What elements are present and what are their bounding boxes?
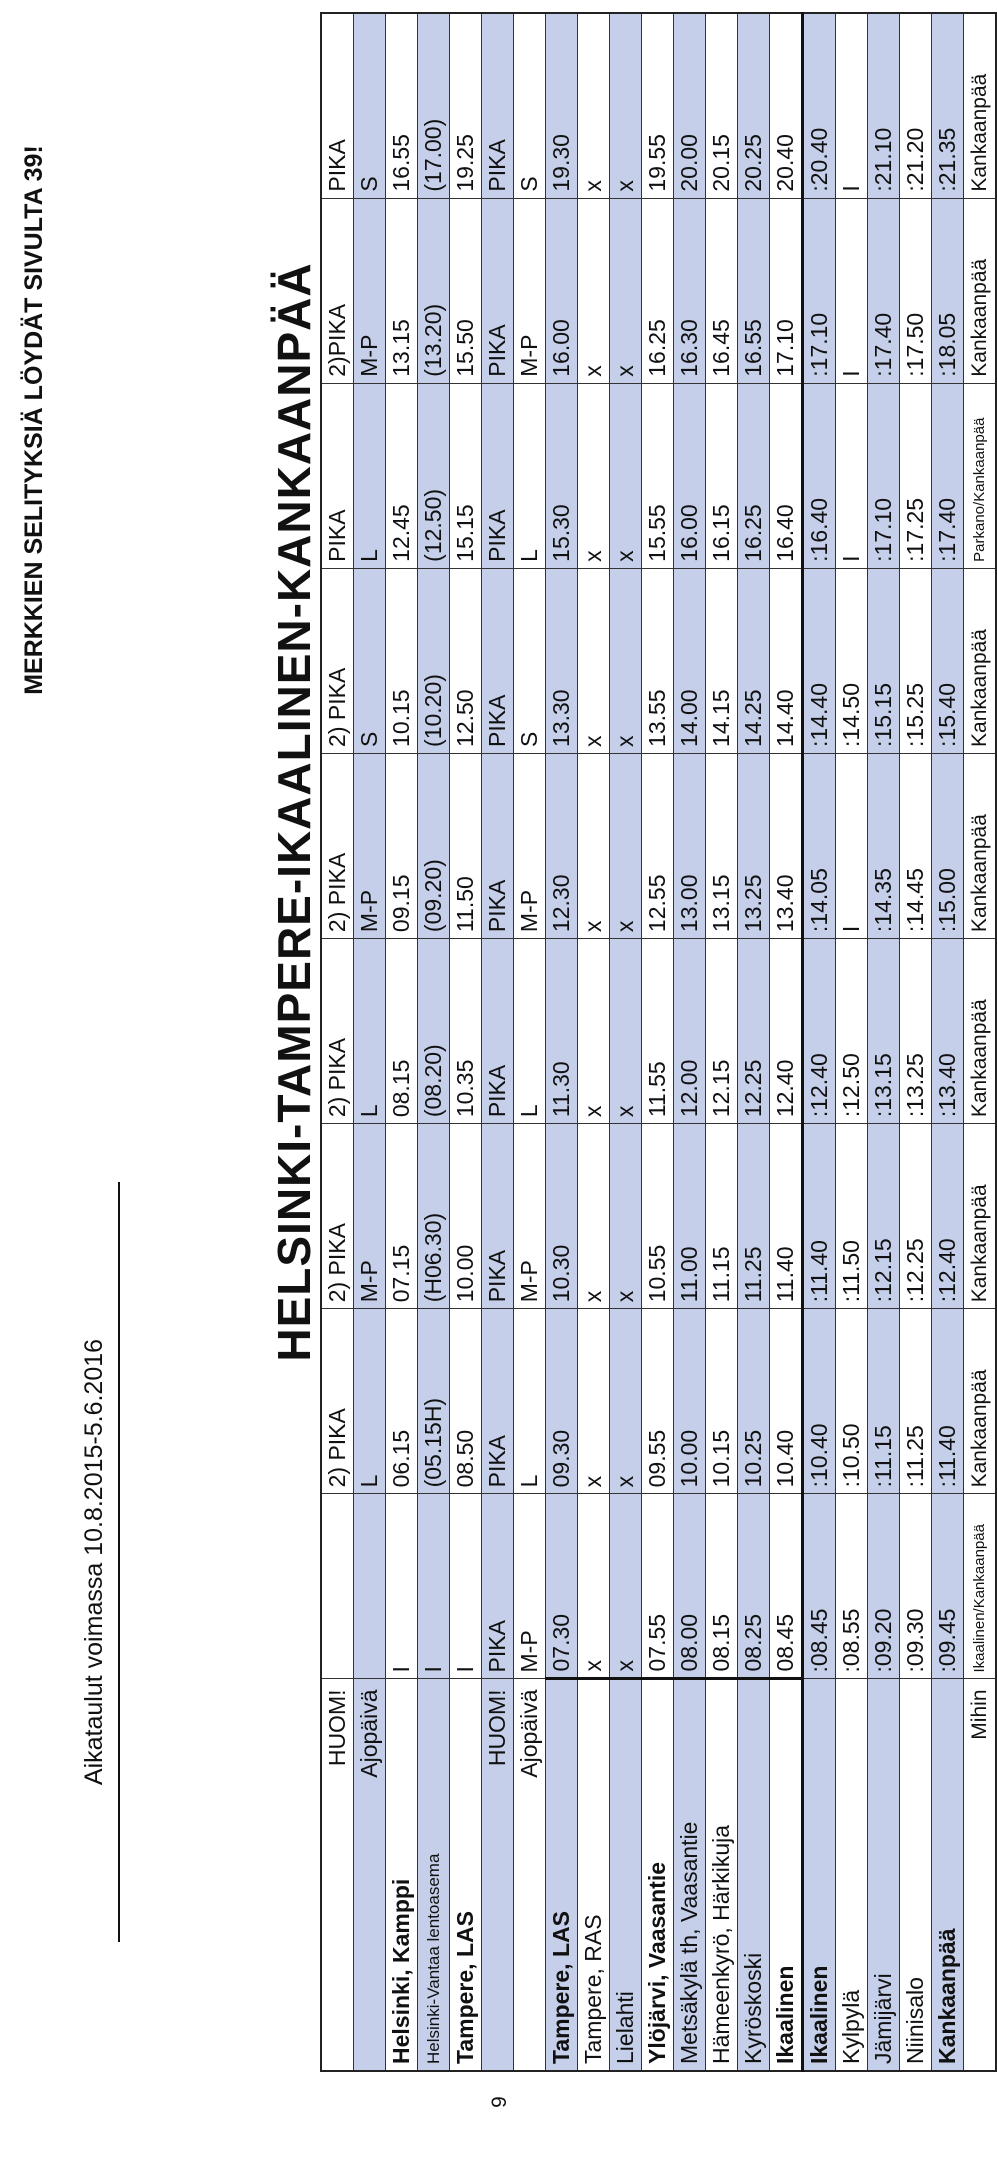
departure-cell: 2) PIKA [321, 568, 354, 753]
row-label: Mihin [964, 1679, 997, 2071]
departure-cell: 19.30 [546, 13, 578, 198]
departure-cell: 2) PIKA [321, 1124, 354, 1309]
departure-cell: S [354, 13, 386, 198]
row-mihin [964, 13, 997, 2071]
departure-cell: :17.50 [900, 198, 932, 383]
departure-cell: 07.15 [386, 1124, 418, 1309]
departure-cell: 14.00 [674, 568, 706, 753]
departure-cell: 11.30 [546, 939, 578, 1124]
row-ikaalinen-1 [770, 13, 803, 2071]
row-tampere-ras [578, 13, 610, 2071]
departure-cell: 2) PIKA [321, 753, 354, 938]
departure-cell: M-P [514, 1494, 546, 1679]
departure-cell: (05.15H) [418, 1309, 450, 1494]
departure-cell: 10.15 [386, 568, 418, 753]
page-title: HELSINKI-TAMPERE-IKAALINEN-KANKAANPÄÄ [268, 262, 320, 1362]
departure-cell: 11.55 [642, 939, 674, 1124]
departure-cell: 11.00 [674, 1124, 706, 1309]
departure-cell: 16.25 [642, 198, 674, 383]
stop-name: Helsinki-Vantaa lentoasema [418, 1679, 450, 2071]
departure-cell: 10.30 [546, 1124, 578, 1309]
stop-name: Tampere, LAS [546, 1679, 578, 2071]
departure-cell: :21.35 [932, 13, 964, 198]
departure-cell: :12.25 [900, 1124, 932, 1309]
departure-cell: 12.00 [674, 939, 706, 1124]
departure-cell: 16.45 [706, 198, 738, 383]
departure-cell [321, 1494, 354, 1679]
stop-name: Kankaanpää [932, 1679, 964, 2071]
row-niinisalo [900, 13, 932, 2071]
departure-cell: :08.55 [836, 1494, 868, 1679]
row-huom-2 [482, 13, 514, 2071]
departure-cell: :09.20 [868, 1494, 900, 1679]
departure-cell: 14.15 [706, 568, 738, 753]
departure-cell: L [514, 1309, 546, 1494]
departure-cell: :11.15 [868, 1309, 900, 1494]
departure-cell: :16.40 [803, 383, 836, 568]
departure-cell: 16.55 [386, 13, 418, 198]
timetable [320, 12, 997, 2072]
row-label: HUOM! [482, 1679, 514, 2071]
departure-cell: x [578, 1124, 610, 1309]
departure-cell: :10.50 [836, 1309, 868, 1494]
departure-cell: PIKA [321, 13, 354, 198]
departure-cell: x [578, 939, 610, 1124]
departure-cell: S [514, 568, 546, 753]
departure-cell: 16.00 [546, 198, 578, 383]
stop-name: Jämijärvi [868, 1679, 900, 2071]
departure-cell: (08.20) [418, 939, 450, 1124]
departure-cell: Kankaanpää [964, 939, 997, 1124]
departure-cell: x [578, 13, 610, 198]
departure-cell: :11.40 [803, 1124, 836, 1309]
departure-cell: 13.30 [546, 568, 578, 753]
departure-cell: 19.55 [642, 13, 674, 198]
departure-cell: :11.25 [900, 1309, 932, 1494]
departure-cell: 16.00 [674, 383, 706, 568]
departure-cell: x [578, 753, 610, 938]
departure-cell: x [610, 1124, 642, 1309]
departure-cell: (H06.30) [418, 1124, 450, 1309]
departure-cell: 14.25 [738, 568, 770, 753]
departure-cell: 20.15 [706, 13, 738, 198]
departure-cell: 11.25 [738, 1124, 770, 1309]
departure-cell: M-P [514, 753, 546, 938]
departure-cell: PIKA [482, 1494, 514, 1679]
departure-cell: :21.10 [868, 13, 900, 198]
row-label: Ajopäivä [514, 1679, 546, 2071]
departure-cell: :09.45 [932, 1494, 964, 1679]
departure-cell: 13.40 [770, 753, 803, 938]
departure-cell: M-P [354, 753, 386, 938]
departure-cell: Ikaalinen/Kankaanpää [964, 1494, 997, 1679]
departure-cell: (10.20) [418, 568, 450, 753]
departure-cell: :14.35 [868, 753, 900, 938]
departure-cell: :11.50 [836, 1124, 868, 1309]
departure-cell: L [514, 383, 546, 568]
departure-cell: 10.15 [706, 1309, 738, 1494]
departure-cell: 08.15 [706, 1494, 738, 1679]
departure-cell: :17.10 [868, 383, 900, 568]
row-ylojarvi [642, 13, 674, 2071]
departure-cell: 06.15 [386, 1309, 418, 1494]
departure-cell: PIKA [482, 383, 514, 568]
departure-cell: x [610, 1309, 642, 1494]
departure-cell: PIKA [321, 383, 354, 568]
row-ajopaiva-2 [514, 13, 546, 2071]
departure-cell: 13.25 [738, 753, 770, 938]
departure-cell: :14.40 [803, 568, 836, 753]
departure-cell: (09.20) [418, 753, 450, 938]
page-number: 9 [488, 2096, 511, 2108]
departure-cell: :20.40 [803, 13, 836, 198]
validity-underline [118, 1182, 120, 1942]
row-tampere-las-2 [546, 13, 578, 2071]
stop-name: Kyröskoski [738, 1679, 770, 2071]
departure-cell: :15.40 [932, 568, 964, 753]
departure-cell: 12.30 [546, 753, 578, 938]
departure-cell: 10.40 [770, 1309, 803, 1494]
departure-cell: x [578, 198, 610, 383]
departure-cell: 16.40 [770, 383, 803, 568]
departure-cell: x [610, 13, 642, 198]
departure-cell: L [354, 1309, 386, 1494]
departure-cell: (17.00) [418, 13, 450, 198]
departure-cell: 09.30 [546, 1309, 578, 1494]
departure-cell: 20.00 [674, 13, 706, 198]
departure-cell: 12.15 [706, 939, 738, 1124]
departure-cell: 14.40 [770, 568, 803, 753]
departure-cell: x [610, 383, 642, 568]
departure-cell: :14.05 [803, 753, 836, 938]
departure-cell: 19.25 [450, 13, 482, 198]
departure-cell: I [418, 1494, 450, 1679]
departure-cell: L [354, 939, 386, 1124]
departure-cell: x [610, 568, 642, 753]
departure-cell: M-P [354, 1124, 386, 1309]
departure-cell: 11.50 [450, 753, 482, 938]
departure-cell: x [610, 1494, 642, 1679]
departure-cell: I [836, 198, 868, 383]
departure-cell: 08.45 [770, 1494, 803, 1679]
departure-cell: 08.50 [450, 1309, 482, 1494]
departure-cell: :12.50 [836, 939, 868, 1124]
departure-cell: PIKA [482, 568, 514, 753]
departure-cell: 10.35 [450, 939, 482, 1124]
stop-name: Ikaalinen [803, 1679, 836, 2071]
row-ajopaiva-1 [354, 13, 386, 2071]
departure-cell: :08.45 [803, 1494, 836, 1679]
departure-cell: x [578, 383, 610, 568]
departure-cell: Kankaanpää [964, 1124, 997, 1309]
departure-cell: x [578, 1494, 610, 1679]
departure-cell: 08.25 [738, 1494, 770, 1679]
departure-cell: 10.00 [450, 1124, 482, 1309]
departure-cell: 12.50 [450, 568, 482, 753]
departure-cell: :17.10 [803, 198, 836, 383]
row-label: Ajopäivä [354, 1679, 386, 2071]
notes-reference: MERKKIEN SELITYKSIÄ LÖYDÄT SIVULTA 39! [20, 145, 48, 695]
departure-cell: 2)PIKA [321, 198, 354, 383]
departure-cell: I [386, 1494, 418, 1679]
departure-cell: 07.30 [546, 1494, 578, 1679]
departure-cell: :11.40 [932, 1309, 964, 1494]
stop-name: Ylöjärvi, Vaasantie [642, 1679, 674, 2071]
departure-cell [354, 1494, 386, 1679]
row-ikaalinen-2 [803, 13, 836, 2071]
departure-cell: 13.15 [386, 198, 418, 383]
departure-cell: :13.15 [868, 939, 900, 1124]
departure-cell: x [610, 939, 642, 1124]
departure-cell: M-P [354, 198, 386, 383]
departure-cell: (12.50) [418, 383, 450, 568]
departure-cell: 10.55 [642, 1124, 674, 1309]
row-lielahti [610, 13, 642, 2071]
departure-cell: :17.40 [868, 198, 900, 383]
departure-cell: :21.20 [900, 13, 932, 198]
departure-cell: x [610, 198, 642, 383]
departure-cell: :15.00 [932, 753, 964, 938]
row-helsinki-vantaa [418, 13, 450, 2071]
departure-cell: 15.30 [546, 383, 578, 568]
departure-cell: I [450, 1494, 482, 1679]
departure-cell: 13.55 [642, 568, 674, 753]
row-helsinki-kamppi [386, 13, 418, 2071]
departure-cell: 07.55 [642, 1494, 674, 1679]
departure-cell: 16.30 [674, 198, 706, 383]
departure-cell: S [514, 13, 546, 198]
stop-name: Tampere, LAS [450, 1679, 482, 2071]
departure-cell: PIKA [482, 13, 514, 198]
departure-cell: 17.10 [770, 198, 803, 383]
departure-cell: 16.25 [738, 383, 770, 568]
departure-cell: 12.55 [642, 753, 674, 938]
row-huom-1 [321, 13, 354, 2071]
row-kylpyla [836, 13, 868, 2071]
departure-cell: :17.25 [900, 383, 932, 568]
departure-cell: :09.30 [900, 1494, 932, 1679]
row-metsakyla [674, 13, 706, 2071]
departure-cell: 15.15 [450, 383, 482, 568]
departure-cell: 15.55 [642, 383, 674, 568]
stop-name: Hämeenkyrö, Härkikuja [706, 1679, 738, 2071]
departure-cell: 20.40 [770, 13, 803, 198]
stop-name: Tampere, RAS [578, 1679, 610, 2071]
departure-cell: Kankaanpää [964, 568, 997, 753]
stop-name: Ikaalinen [770, 1679, 803, 2071]
departure-cell: Kankaanpää [964, 198, 997, 383]
departure-cell: :12.40 [932, 1124, 964, 1309]
departure-cell: Kankaanpää [964, 753, 997, 938]
departure-cell: :14.45 [900, 753, 932, 938]
departure-cell: 13.15 [706, 753, 738, 938]
departure-cell: :12.15 [868, 1124, 900, 1309]
departure-cell: 2) PIKA [321, 939, 354, 1124]
departure-cell: :17.40 [932, 383, 964, 568]
departure-cell: 12.45 [386, 383, 418, 568]
departure-cell: 08.00 [674, 1494, 706, 1679]
row-kyroskoski [738, 13, 770, 2071]
departure-cell: x [578, 568, 610, 753]
departure-cell: I [836, 383, 868, 568]
departure-cell: 16.55 [738, 198, 770, 383]
departure-cell: :13.40 [932, 939, 964, 1124]
departure-cell: 08.15 [386, 939, 418, 1124]
row-jamijarvi [868, 13, 900, 2071]
departure-cell: :14.50 [836, 568, 868, 753]
departure-cell: Parkano/Kankaanpää [964, 383, 997, 568]
departure-cell: 10.25 [738, 1309, 770, 1494]
departure-cell: :10.40 [803, 1309, 836, 1494]
departure-cell: (13.20) [418, 198, 450, 383]
departure-cell: 20.25 [738, 13, 770, 198]
departure-cell: :15.15 [868, 568, 900, 753]
departure-cell: L [354, 383, 386, 568]
departure-cell: PIKA [482, 1124, 514, 1309]
departure-cell: I [836, 13, 868, 198]
departure-cell: 12.40 [770, 939, 803, 1124]
departure-cell: PIKA [482, 753, 514, 938]
row-kankaanpaa [932, 13, 964, 2071]
departure-cell: :18.05 [932, 198, 964, 383]
departure-cell: x [578, 1309, 610, 1494]
validity-period: Aikataulut voimassa 10.8.2015-5.6.2016 [80, 1338, 108, 1786]
departure-cell: 13.00 [674, 753, 706, 938]
departure-cell: x [610, 753, 642, 938]
departure-cell: 12.25 [738, 939, 770, 1124]
departure-cell: 15.50 [450, 198, 482, 383]
departure-cell: S [354, 568, 386, 753]
stop-name: Niinisalo [900, 1679, 932, 2071]
row-label: HUOM! [321, 1679, 354, 2071]
departure-cell: PIKA [482, 939, 514, 1124]
departure-cell: M-P [514, 1124, 546, 1309]
stop-name: Helsinki, Kamppi [386, 1679, 418, 2071]
row-tampere-las-1 [450, 13, 482, 2071]
departure-cell: 2) PIKA [321, 1309, 354, 1494]
departure-cell: M-P [514, 198, 546, 383]
departure-cell: Kankaanpää [964, 1309, 997, 1494]
stop-name: Lielahti [610, 1679, 642, 2071]
departure-cell: Kankaanpää [964, 13, 997, 198]
departure-cell: I [836, 753, 868, 938]
departure-cell: :12.40 [803, 939, 836, 1124]
departure-cell: PIKA [482, 198, 514, 383]
departure-cell: 10.00 [674, 1309, 706, 1494]
departure-cell: :13.25 [900, 939, 932, 1124]
departure-cell: L [514, 939, 546, 1124]
departure-cell: 11.40 [770, 1124, 803, 1309]
departure-cell: 16.15 [706, 383, 738, 568]
departure-cell: :15.25 [900, 568, 932, 753]
row-hameenkyro [706, 13, 738, 2071]
departure-cell: 09.15 [386, 753, 418, 938]
departure-cell: 11.15 [706, 1124, 738, 1309]
stop-name: Metsäkylä th, Vaasantie [674, 1679, 706, 2071]
departure-cell: 09.55 [642, 1309, 674, 1494]
departure-cell: PIKA [482, 1309, 514, 1494]
stop-name: Kylpylä [836, 1679, 868, 2071]
